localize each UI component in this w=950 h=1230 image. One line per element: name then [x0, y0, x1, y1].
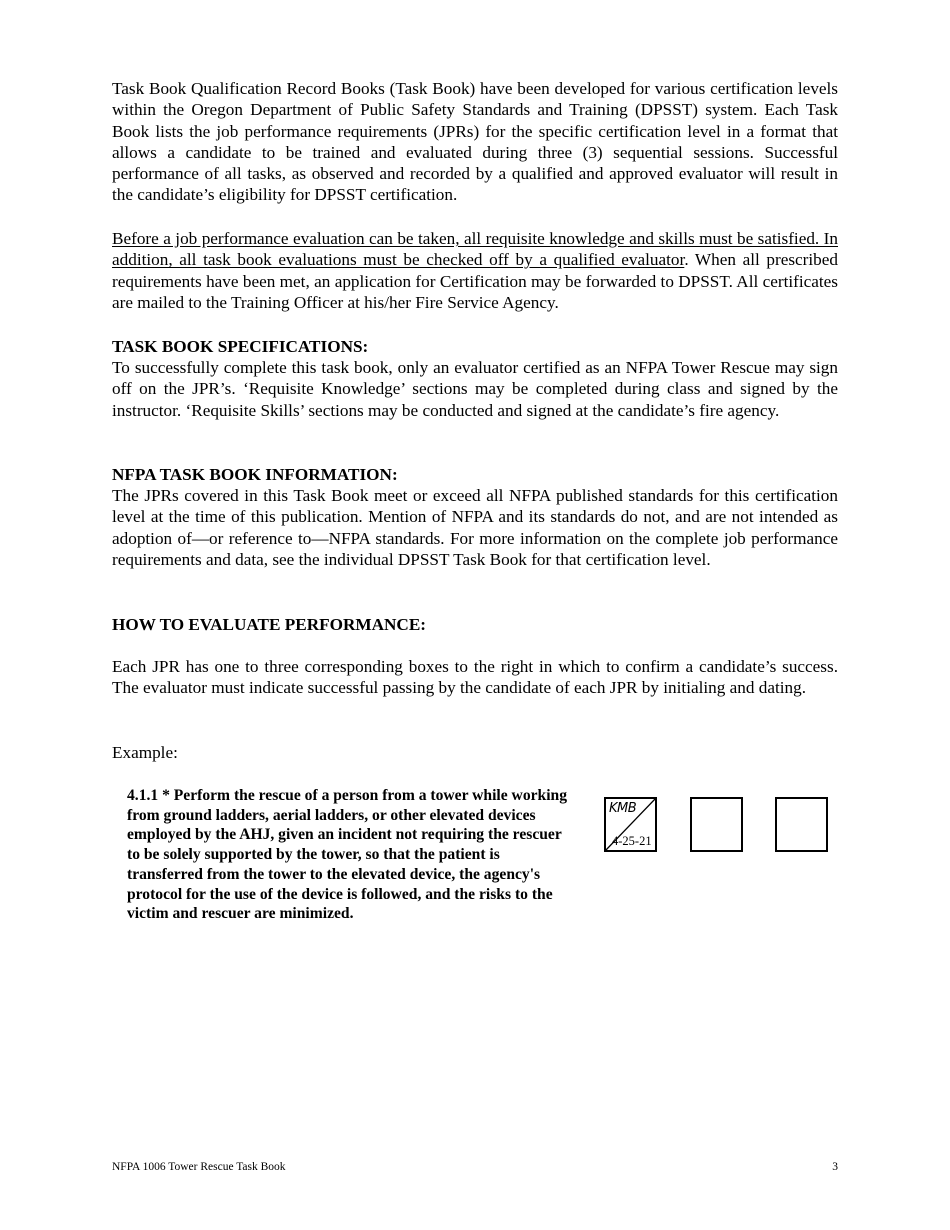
specs-heading: TASK BOOK SPECIFICATIONS: — [112, 337, 369, 356]
signoff-box-empty — [690, 797, 743, 852]
signoff-box-completed — [604, 797, 657, 852]
requirements-rest: . When all prescribed requirements have been met, an application for Certification may be forwarded to DPSST. All certificates are mailed to the Training Officer at his/her Fire Service Agency. — [112, 250, 838, 312]
nfpa-info-heading: NFPA TASK BOOK INFORMATION: — [112, 465, 398, 484]
evaluation-date: 4-25-21 — [612, 834, 652, 848]
evaluate-heading: HOW TO EVALUATE PERFORMANCE: — [112, 615, 427, 634]
nfpa-info-paragraph: The JPRs covered in this Task Book meet or exceed all NFPA published standards for this certification level at the time of this publication. Mention of NFPA and its standards do not, and are not intended as adoption of—or reference to—NFPA standards. For more information on the complete job performance requirements and data, see the individual DPSST Task Book for that certification level. — [112, 486, 838, 569]
footer-title: NFPA 1006 Tower Rescue Task Book — [112, 1161, 286, 1173]
evaluator-initials: KMB — [609, 801, 637, 816]
example-label: Example: — [112, 743, 178, 762]
underlined-requirement: Before a job performance evaluation can be taken, all requisite knowledge and skills must be satisfied. In addition, all task book evaluations must be checked off by a qualified evaluator — [112, 229, 838, 270]
signoff-box-empty — [775, 797, 828, 852]
intro-paragraph: Task Book Qualification Record Books (Task Book) have been developed for various certification levels within the Oregon Department of Public Safety Standards and Training (DPSST) system. Each Task Book lists the job performance requirements (JPRs) for the specific certification level in a format that allows a candidate to be trained and evaluated during three (3) sequential sessions. Successful performance of all tasks, as observed and recorded by a qualified and approved evaluator will result in the candidate’s eligibility for DPSST certification. — [112, 79, 838, 205]
evaluate-paragraph: Each JPR has one to three corresponding boxes to the right in which to confirm a candidate’s success. The evaluator must indicate successful passing by the candidate of each JPR by initialing and dating. — [112, 657, 838, 698]
specs-paragraph: To successfully complete this task book, only an evaluator certified as an NFPA Tower Rescue may sign off on the JPR’s. ‘Requisite Knowledge’ sections may be completed during class and signed by the instructor. ‘Requisite Skills’ sections may be conducted and signed at the candidate’s fire agency. — [112, 358, 838, 420]
requirements-paragraph — [112, 228, 838, 313]
example-task-text: 4.1.1 * Perform the rescue of a person from a tower while working from ground ladders, aerial ladders, or other elevated devices employed by the AHJ, given an incident not requiring the rescuer to be solely supported by the tower, so that the patient is transferred from the tower to the elevated device, the agency's protocol for the use of the device is followed, and the risks to the victim and rescuer are minimized. — [127, 787, 568, 923]
page-number: 3 — [832, 1161, 838, 1173]
